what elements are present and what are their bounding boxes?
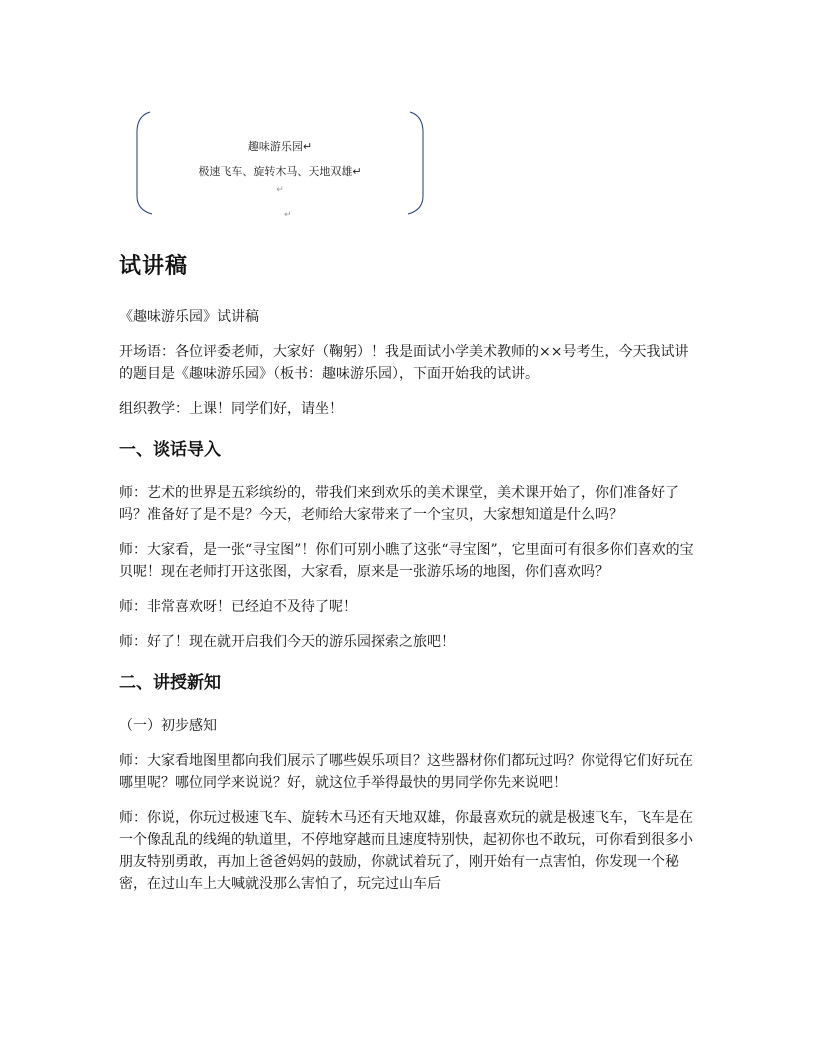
paragraph-mark: ↵: [284, 210, 292, 220]
section1-paragraph: 师：艺术的世界是五彩缤纷的，带我们来到欢乐的美术课堂，美术课开始了，你们准备好了吗？准备好了是不是？今天，老师给大家带来了一个宝贝，大家想知道是什么吗？: [119, 485, 679, 523]
board-title: 趣味游乐园↵: [247, 140, 313, 153]
blackboard-image: [134, 110, 426, 218]
section1-paragraph: 师：非常喜欢呀！已经迫不及待了呢！: [119, 599, 357, 615]
opening-paragraph: 开场语：各位评委老师，大家好（鞠躬）！我是面试小学美术教师的××号考生，今天我试讲的题目是《趣味游乐园》（板书：趣味游乐园），下面开始我的试讲。: [119, 344, 689, 382]
board-items: 极速飞车、旋转木马、天地双雄↵: [198, 165, 362, 178]
section1-paragraph: 师：好了！现在就开启我们今天的游乐园探索之旅吧！: [119, 634, 455, 650]
section1-paragraph: 师：大家看，是一张“寻宝图”！你们可别小瞧了这张“寻宝图”，它里面可有很多你们喜欢的宝贝呢！现在老师打开这张图，大家看，原来是一张游乐场的地图，你们喜欢吗？: [119, 542, 694, 580]
document-body: [119, 250, 699, 908]
section-heading-1: 一、谈话导入: [119, 440, 221, 460]
organize-paragraph: 组织教学：上课！同学们好，请坐！: [119, 401, 343, 417]
document-title: 试讲稿: [119, 254, 189, 279]
section2-paragraph: 师：你说，你玩过极速飞车、旋转木马还有天地双雄，你最喜欢玩的就是极速飞车，飞车是在一个像乱乱的线绳的轨道里，不停地穿越而且速度特别快，起初你也不敢玩，可你看到很多小朋友特别勇敢，再加上爸爸妈妈的鼓励，你就试着玩了，刚开始有一点害怕，你发现一个秘密，在过山车上大喊就没那么害怕了，玩完过山车后: [119, 810, 693, 892]
subsection-heading: （一）初步感知: [119, 718, 217, 734]
section2-paragraph: 师：大家看地图里都向我们展示了哪些娱乐项目？这些器材你们都玩过吗？你觉得它们好玩在哪里呢？哪位同学来说说？好，就这位手举得最快的男同学你先来说吧！: [119, 753, 693, 791]
intro-paragraph: 《趣味游乐园》试讲稿: [119, 309, 259, 325]
section-heading-2: 二、讲授新知: [119, 673, 221, 693]
paragraph-mark: ↵: [276, 185, 284, 195]
